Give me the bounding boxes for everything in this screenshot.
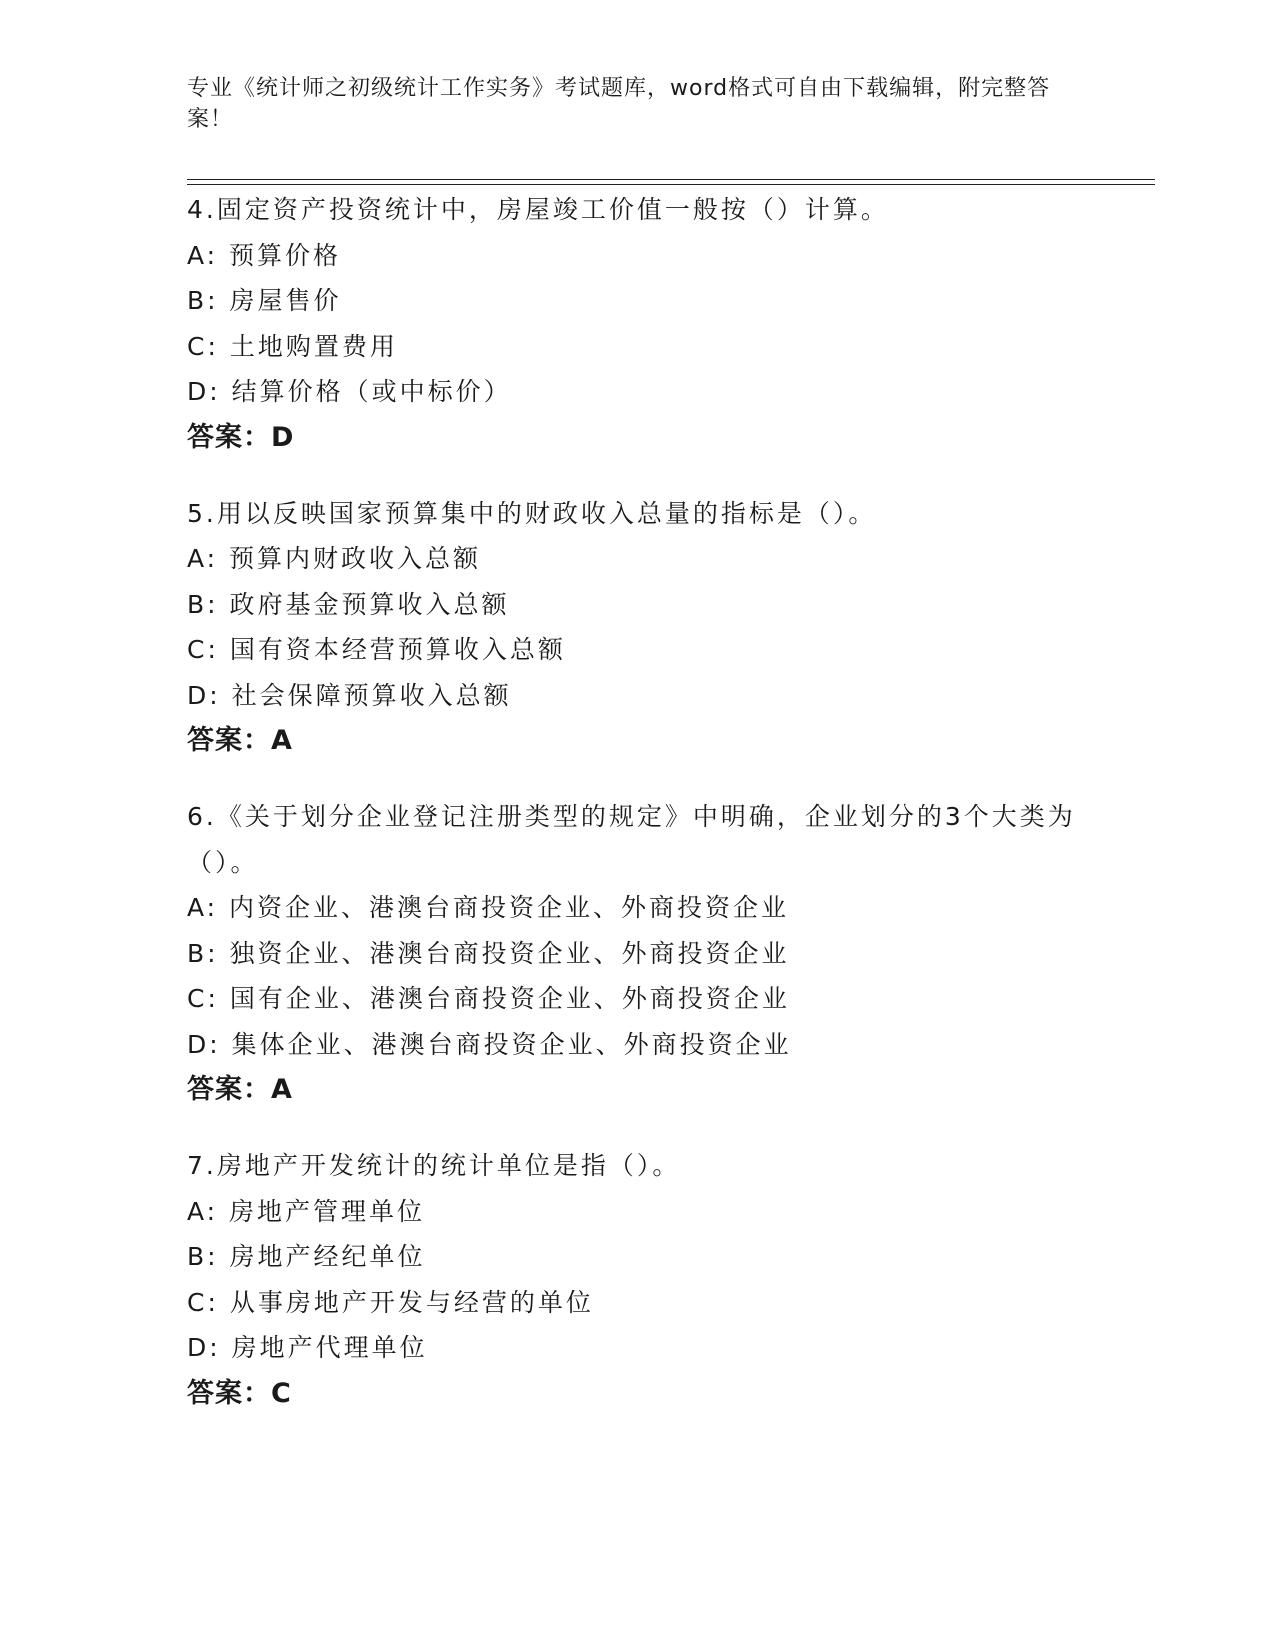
option-b: B: 房地产经纪单位	[187, 1242, 426, 1271]
option-d: D: 社会保障预算收入总额	[187, 680, 512, 710]
question-stem: 5.用以反映国家预算集中的财政收入总量的指标是（）。	[187, 498, 877, 528]
option-c: C: 从事房地产开发与经营的单位	[187, 1287, 594, 1317]
answer: 答案：C	[187, 1377, 292, 1409]
header-divider-bottom	[187, 184, 1155, 185]
question-stem: 4.固定资产投资统计中，房屋竣工价值一般按（）计算。	[187, 195, 889, 224]
option-a: A: 预算内财政收入总额	[187, 544, 482, 573]
option-a: A: 房地产管理单位	[187, 1196, 426, 1226]
option-d: D: 结算价格（或中标价）	[187, 377, 512, 406]
option-a: A: 预算价格	[187, 240, 342, 270]
option-c: C: 国有企业、港澳台商投资企业、外商投资企业	[187, 984, 790, 1013]
answer: 答案：A	[187, 725, 293, 756]
question-stem: 6.《关于划分企业登记注册类型的规定》中明确，企业划分的3个大类为（）。	[187, 802, 1076, 877]
option-b: B: 独资企业、港澳台商投资企业、外商投资企业	[187, 938, 790, 968]
question-list	[187, 187, 1087, 1447]
document-header: 专业《统计师之初级统计工作实务》考试题库，word格式可自由下载编辑，附完整答案！	[187, 76, 1051, 132]
option-c: C: 土地购置费用	[187, 331, 398, 361]
option-d: D: 房地产代理单位	[187, 1333, 428, 1362]
question-5	[187, 491, 1087, 765]
answer: 答案：A	[187, 1074, 293, 1105]
question-6	[187, 794, 1087, 1113]
option-c: C: 国有资本经营预算收入总额	[187, 635, 566, 664]
question-stem: 7.房地产开发统计的统计单位是指（）。	[187, 1151, 681, 1180]
option-b: B: 房屋售价	[187, 286, 342, 315]
answer: 答案：D	[187, 421, 295, 453]
question-4	[187, 187, 1087, 461]
option-a: A: 内资企业、港澳台商投资企业、外商投资企业	[187, 893, 790, 922]
option-b: B: 政府基金预算收入总额	[187, 589, 510, 619]
header-divider-top	[187, 179, 1155, 180]
question-7	[187, 1143, 1087, 1417]
option-d: D: 集体企业、港澳台商投资企业、外商投资企业	[187, 1029, 792, 1059]
